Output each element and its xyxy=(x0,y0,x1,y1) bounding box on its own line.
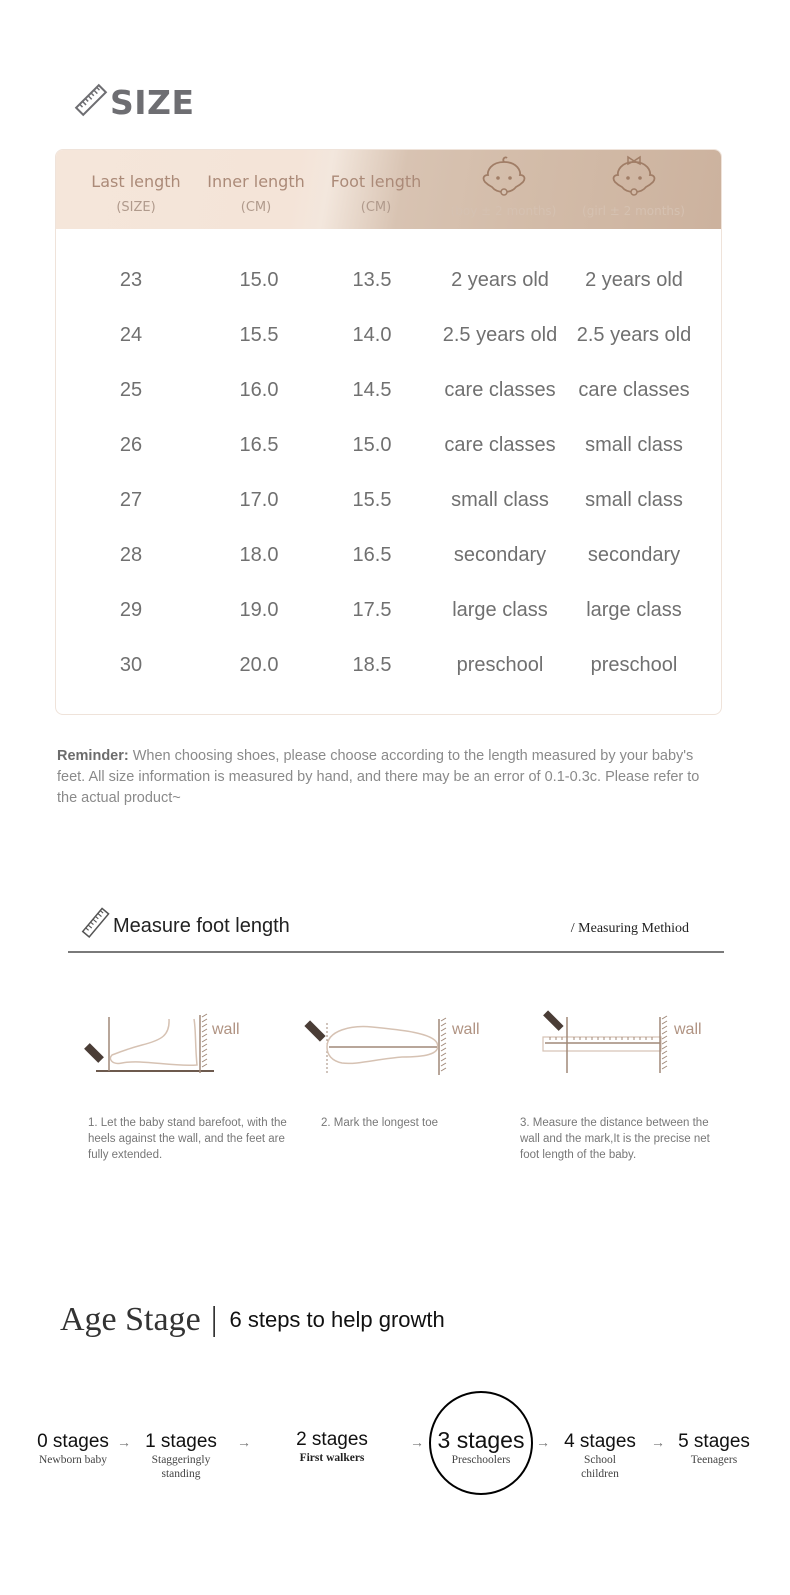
table-cell: 2.5 years old xyxy=(442,324,558,346)
stage-desc: Staggeringly standing xyxy=(151,1454,211,1480)
header-foot-length xyxy=(316,150,436,229)
divider xyxy=(68,951,724,953)
table-cell: 2 years old xyxy=(451,269,549,291)
table-cell: 13.5 xyxy=(352,269,392,291)
table-cell: secondary xyxy=(587,544,681,566)
table-cell: 18.5 xyxy=(352,654,392,676)
table-row xyxy=(56,324,721,354)
size-heading xyxy=(74,82,195,122)
table-row xyxy=(56,269,721,299)
step-1-text: 1. Let the baby stand barefoot, with the heels against the wall, and the feet are fully extended. xyxy=(88,1117,287,1161)
header-girl xyxy=(571,150,696,229)
table-cell: 29 xyxy=(119,599,143,621)
table-row xyxy=(56,489,721,519)
header-unit: (boy ± 2 months) xyxy=(450,204,557,218)
stage-0 xyxy=(28,1431,118,1467)
age-stage-title: Age Stage xyxy=(60,1301,201,1338)
table-cell: large class xyxy=(586,599,682,621)
stage-desc: Newborn baby xyxy=(38,1454,108,1466)
stage-name: 4 stages xyxy=(564,1431,636,1452)
step-1-illustration xyxy=(82,1005,262,1090)
table-cell: secondary xyxy=(453,544,547,566)
stage-name: 2 stages xyxy=(296,1429,368,1450)
table-row xyxy=(56,599,721,629)
table-cell: 2.5 years old xyxy=(576,324,692,346)
size-title: SIZE xyxy=(110,82,195,122)
table-cell: 19.0 xyxy=(239,599,279,621)
table-cell: 25 xyxy=(119,379,143,401)
table-cell: preschool xyxy=(456,654,544,676)
table-cell: small class xyxy=(585,489,683,511)
stage-name: 3 stages xyxy=(437,1427,525,1453)
table-header xyxy=(56,150,721,229)
header-label: Foot length xyxy=(330,172,422,191)
stage-desc: School children xyxy=(581,1454,619,1480)
wall-label: wall xyxy=(674,1021,702,1038)
table-cell: 2 years old xyxy=(585,269,683,291)
stage-5 xyxy=(670,1431,758,1467)
arrow-icon: → xyxy=(651,1434,665,1450)
table-cell: 26 xyxy=(119,434,143,456)
table-cell: 14.5 xyxy=(352,379,392,401)
stage-2 xyxy=(287,1429,377,1465)
header-boy xyxy=(441,150,566,229)
ruler-icon xyxy=(80,907,112,944)
header-last-length xyxy=(71,150,201,229)
measure-subtitle: / Measuring Methiod xyxy=(570,921,689,936)
table-cell: 16.0 xyxy=(239,379,279,401)
table-row xyxy=(56,544,721,574)
table-cell: 30 xyxy=(119,654,143,676)
reminder-label: Reminder: xyxy=(57,748,129,764)
table-cell: 15.0 xyxy=(352,434,392,456)
table-cell: 27 xyxy=(119,489,143,511)
stage-name: 5 stages xyxy=(678,1431,750,1452)
table-cell: care classes xyxy=(578,379,690,401)
header-label: Last length xyxy=(91,172,181,191)
header-inner-length xyxy=(196,150,316,229)
size-table xyxy=(55,149,722,715)
table-cell: 14.0 xyxy=(352,324,392,346)
arrow-icon: → xyxy=(536,1434,550,1450)
table-cell: 18.0 xyxy=(239,544,279,566)
stage-name: 0 stages xyxy=(37,1431,109,1452)
stage-desc: Teenagers xyxy=(690,1454,738,1466)
table-cell: preschool xyxy=(590,654,678,676)
arrow-icon: → xyxy=(410,1434,424,1450)
table-cell: 24 xyxy=(119,324,143,346)
title-separator: | xyxy=(210,1301,218,1338)
table-cell: 15.0 xyxy=(239,269,279,291)
stage-4 xyxy=(555,1431,645,1481)
reminder-note xyxy=(57,746,707,809)
header-unit: (CM) xyxy=(360,200,392,215)
header-unit: (CM) xyxy=(240,200,272,215)
table-cell: small class xyxy=(451,489,549,511)
arrow-icon: → xyxy=(237,1434,251,1450)
table-cell: large class xyxy=(452,599,548,621)
header-unit: (SIZE) xyxy=(116,200,156,215)
stage-desc: First walkers xyxy=(299,1452,365,1464)
table-cell: care classes xyxy=(444,379,556,401)
table-row xyxy=(56,654,721,684)
wall-label: wall xyxy=(452,1021,480,1038)
baby-girl-icon xyxy=(609,155,659,199)
header-label: Inner length xyxy=(207,172,305,191)
table-cell: 16.5 xyxy=(239,434,279,456)
table-row xyxy=(56,434,721,464)
ruler-icon xyxy=(74,83,108,122)
measure-heading xyxy=(80,907,725,947)
table-cell: 17.5 xyxy=(352,599,392,621)
table-cell: 28 xyxy=(119,544,143,566)
table-cell: care classes xyxy=(444,434,556,456)
stage-3 xyxy=(430,1427,532,1467)
table-cell: 15.5 xyxy=(352,489,392,511)
table-cell: 15.5 xyxy=(239,324,279,346)
table-cell: small class xyxy=(585,434,683,456)
stage-desc: Preschoolers xyxy=(451,1454,511,1466)
stage-1 xyxy=(136,1431,226,1481)
step-2-text: 2. Mark the longest toe xyxy=(321,1117,438,1129)
age-stage-heading xyxy=(60,1298,445,1342)
step-3-text: 3. Measure the distance between the wall and the mark,It is the precise net foot length of the baby. xyxy=(520,1117,710,1161)
age-stage-subtitle: 6 steps to help growth xyxy=(229,1307,445,1332)
table-cell: 20.0 xyxy=(239,654,279,676)
header-unit: (girl ± 2 months) xyxy=(582,204,685,218)
baby-boy-icon xyxy=(479,155,529,199)
table-cell: 17.0 xyxy=(239,489,279,511)
wall-label: wall xyxy=(212,1021,240,1038)
step-2-illustration xyxy=(302,1005,492,1090)
table-cell: 16.5 xyxy=(352,544,392,566)
arrow-icon: → xyxy=(117,1434,131,1450)
stage-name: 1 stages xyxy=(145,1431,217,1452)
table-cell: 23 xyxy=(119,269,143,291)
measure-title: Measure foot length xyxy=(113,915,290,937)
reminder-text: When choosing shoes, please choose according to the length measured by your baby's feet. All size information is measured by hand, and there may be an error of 0.1-0.3c. Please refer to the actual product~ xyxy=(57,748,700,806)
table-row xyxy=(56,379,721,409)
step-3-illustration xyxy=(540,1005,720,1090)
